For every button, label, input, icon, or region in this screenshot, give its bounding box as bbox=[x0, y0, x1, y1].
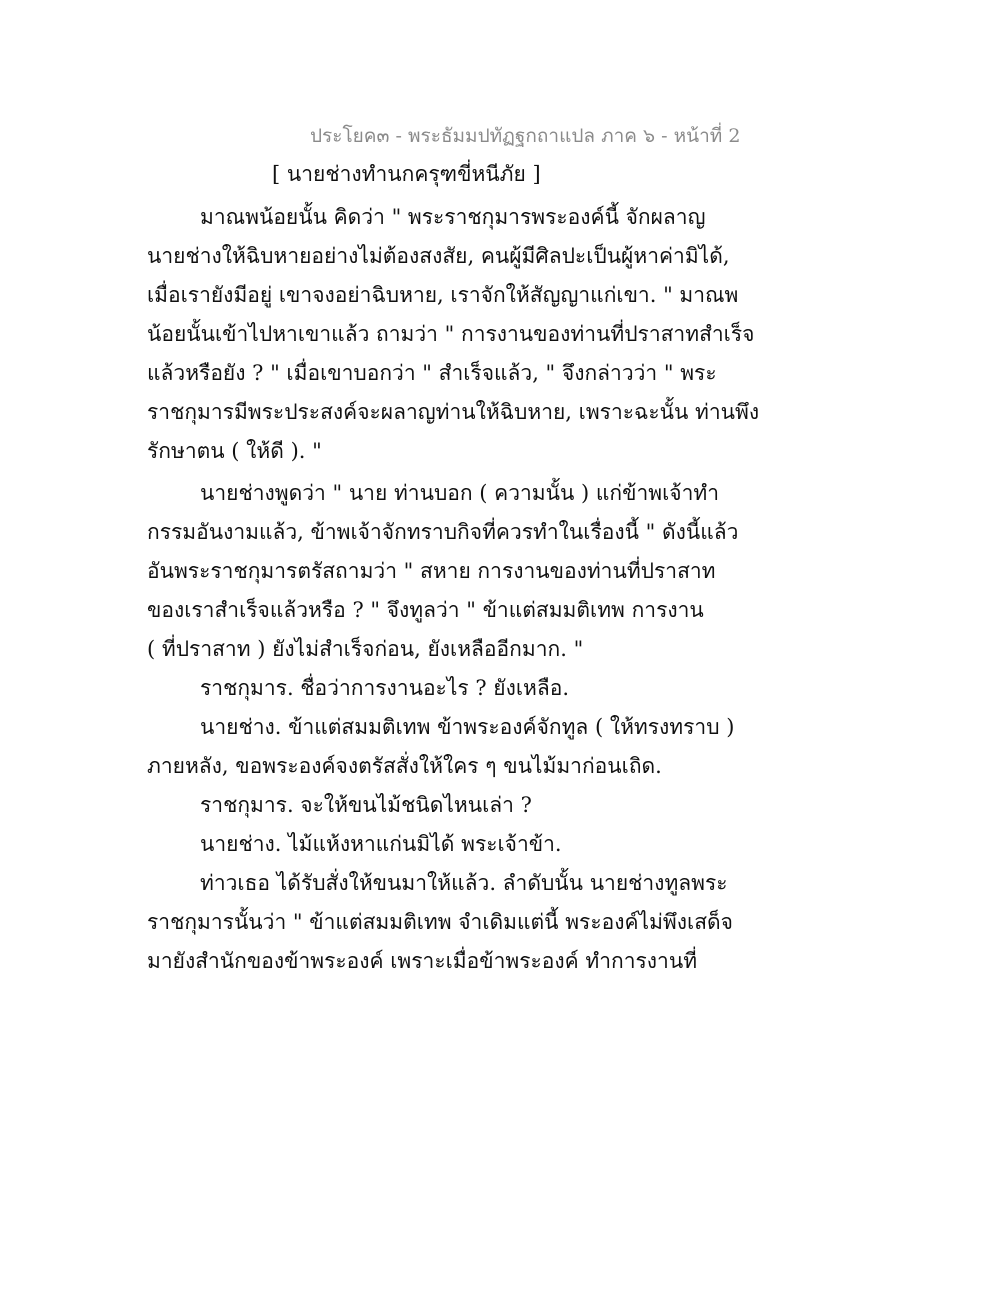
text-line: มาณพน้อยนั้น คิดว่า " พระราชกุมารพระองค์นี้ จักผลาญ bbox=[200, 205, 706, 229]
text-line: เมื่อเรายังมีอยู่ เขาจงอย่าฉิบหาย, เราจักให้สัญญาแก่เขา. " มาณพ bbox=[147, 283, 739, 307]
text-line: นายช่างพูดว่า " นาย ท่านบอก ( ความนั้น ) แก่ข้าพเจ้าทำ bbox=[200, 481, 720, 505]
text-line: ( ที่ปราสาท ) ยังไม่สำเร็จก่อน, ยังเหลืออีกมาก. " bbox=[147, 637, 584, 661]
text-line: ภายหลัง, ขอพระองค์จงตรัสสั่งให้ใคร ๆ ขนไม้มาก่อนเถิด. bbox=[147, 754, 662, 778]
text-line: ราชกุมารมีพระประสงค์จะผลาญท่านให้ฉิบหาย, เพราะฉะนั้น ท่านพึง bbox=[147, 400, 760, 424]
text-line: นายช่าง. ข้าแต่สมมติเทพ ข้าพระองค์จักทูล ( ให้ทรงทราบ ) bbox=[200, 715, 735, 739]
text-line: มายังสำนักของข้าพระองค์ เพราะเมื่อข้าพระองค์ ทำการงานที่ bbox=[147, 949, 698, 973]
text-line: แล้วหรือยัง ? " เมื่อเขาบอกว่า " สำเร็จแล้ว, " จึงกล่าวว่า " พระ bbox=[147, 361, 717, 385]
text-line: นายช่างให้ฉิบหายอย่างไม่ต้องสงสัย, คนผู้มีศิลปะเป็นผู้หาค่ามิได้, bbox=[147, 244, 730, 268]
text-line: อันพระราชกุมารตรัสถามว่า " สหาย การงานของท่านที่ปราสาท bbox=[147, 559, 716, 583]
text-line: ราชกุมารนั้นว่า " ข้าแต่สมมติเทพ จำเดิมแต่นี้ พระองค์ไม่พึงเสด็จ bbox=[147, 910, 733, 934]
text-line: น้อยนั้นเข้าไปหาเขาแล้ว ถามว่า " การงานของท่านที่ปราสาทสำเร็จ bbox=[147, 322, 755, 346]
text-line: ท่าวเธอ ได้รับสั่งให้ขนมาให้แล้ว. ลำดับนั้น นายช่างทูลพระ bbox=[200, 871, 728, 895]
text-line: กรรมอันงามแล้ว, ข้าพเจ้าจักทราบกิจที่ควรทำในเรื่องนี้ " ดังนี้แล้ว bbox=[147, 520, 739, 544]
text-line: ราชกุมาร. ชื่อว่าการงานอะไร ? ยังเหลือ. bbox=[200, 676, 570, 700]
text-line: ของเราสำเร็จแล้วหรือ ? " จึงทูลว่า " ข้าแต่สมมติเทพ การงาน bbox=[147, 598, 704, 622]
running-header: ประโยค๓ - พระธัมมปทัฏฐกถาแปล ภาค ๖ - หน้าที่ 2 bbox=[310, 125, 741, 147]
text-line: นายช่าง. ไม้แห้งหาแก่นมิได้ พระเจ้าข้า. bbox=[200, 832, 562, 856]
text-line: ราชกุมาร. จะให้ขนไม้ชนิดไหนเล่า ? bbox=[200, 793, 532, 817]
text-line: รักษาตน ( ให้ดี ). " bbox=[147, 439, 322, 463]
section-heading: [ นายช่างทำนกครุฑขี่หนีภัย ] bbox=[272, 162, 541, 186]
